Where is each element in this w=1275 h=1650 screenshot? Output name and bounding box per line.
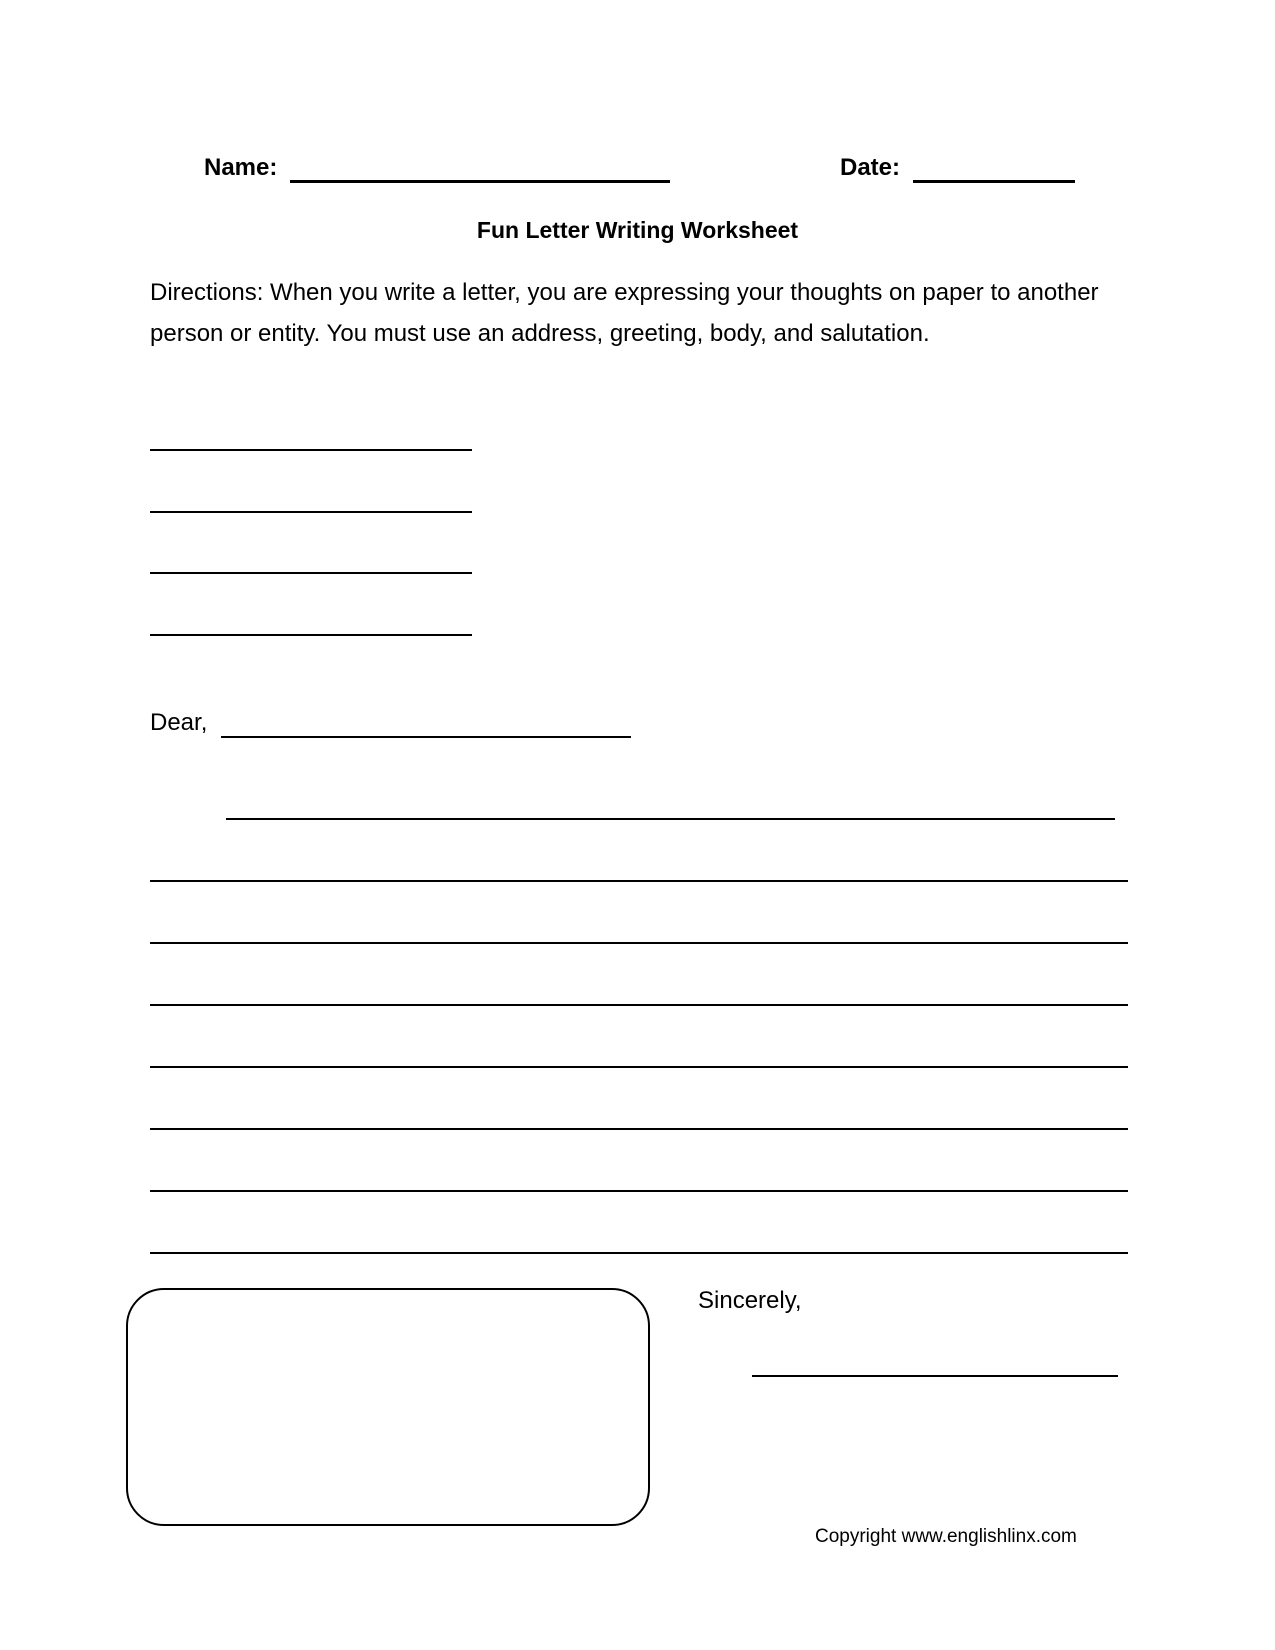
copyright-text: Copyright www.englishlinx.com [815, 1526, 1077, 1547]
body-line-6[interactable] [150, 1128, 1128, 1130]
greeting-label: Dear, [150, 709, 208, 736]
body-line-2[interactable] [150, 880, 1128, 882]
address-line-3[interactable] [150, 572, 472, 574]
greeting-name-line[interactable] [221, 736, 631, 738]
body-line-4[interactable] [150, 1004, 1128, 1006]
body-line-8[interactable] [150, 1252, 1128, 1254]
signature-line[interactable] [752, 1375, 1118, 1377]
address-line-4[interactable] [150, 634, 472, 636]
date-label: Date: [840, 154, 901, 181]
date-field[interactable] [913, 180, 1075, 183]
body-line-7[interactable] [150, 1190, 1128, 1192]
body-line-5[interactable] [150, 1066, 1128, 1068]
directions-text: Directions: When you write a letter, you are expressing your thoughts on paper to another person or entity. You must use an address, greeting, body, and salutation. [150, 279, 1099, 347]
address-line-1[interactable] [150, 449, 472, 451]
drawing-box[interactable] [126, 1288, 650, 1526]
name-label: Name: [204, 154, 278, 181]
address-line-2[interactable] [150, 511, 472, 513]
closing-label: Sincerely, [698, 1287, 802, 1314]
body-line-1[interactable] [226, 818, 1115, 820]
page-title: Fun Letter Writing Worksheet [476, 217, 799, 243]
name-field[interactable] [290, 180, 670, 183]
body-line-3[interactable] [150, 942, 1128, 944]
